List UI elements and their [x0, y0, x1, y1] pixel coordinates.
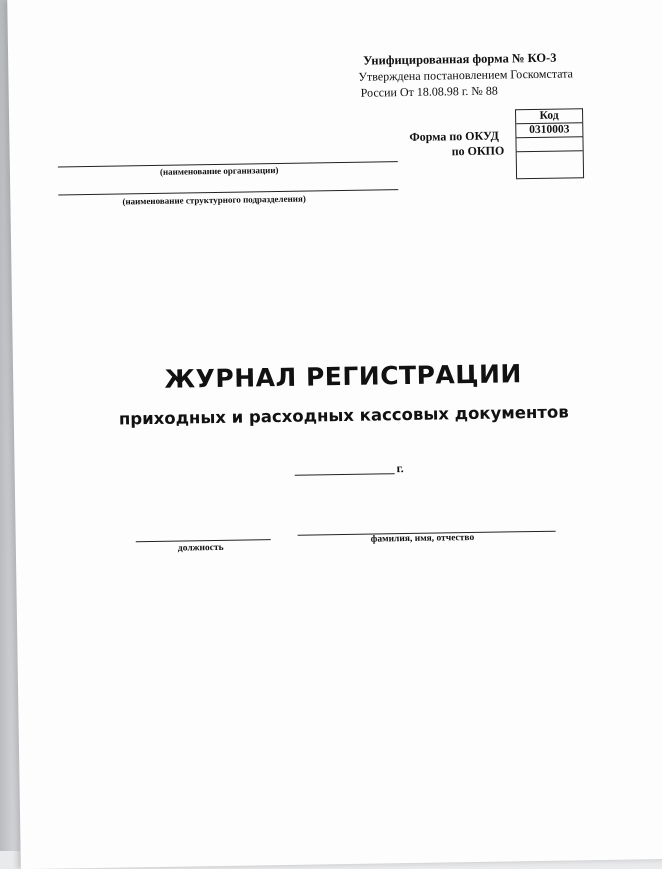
- okpo-label: по ОКПО: [451, 143, 505, 159]
- position-line: [136, 539, 271, 542]
- document-sheet: [7, 0, 662, 869]
- journal-title: ЖУРНАЛ РЕГИСТРАЦИИ: [164, 359, 523, 394]
- year-suffix: г.: [396, 461, 404, 476]
- extra-code-cell: [517, 151, 583, 178]
- year-line: [295, 473, 395, 476]
- approval-line-2: России От 18.08.98 г. № 88: [360, 83, 498, 100]
- code-table: [515, 108, 584, 179]
- okud-label: Форма по ОКУД: [409, 128, 499, 144]
- organization-caption: (наименование организации): [159, 164, 279, 177]
- okud-code-cell: 0310003: [516, 123, 582, 138]
- approval-line-1: Утверждена постановлением Госкомстата: [358, 66, 574, 84]
- division-caption: (наименование структурного подразделения): [122, 193, 306, 207]
- journal-subtitle: приходных и расходных кассовых документов: [118, 402, 569, 429]
- form-title: Унифицированная форма № КО-3: [363, 50, 557, 68]
- okpo-code-cell: [516, 137, 582, 152]
- code-header: Код: [516, 109, 582, 124]
- position-caption: должность: [177, 542, 224, 554]
- full-name-caption: фамилия, имя, отчество: [370, 532, 475, 545]
